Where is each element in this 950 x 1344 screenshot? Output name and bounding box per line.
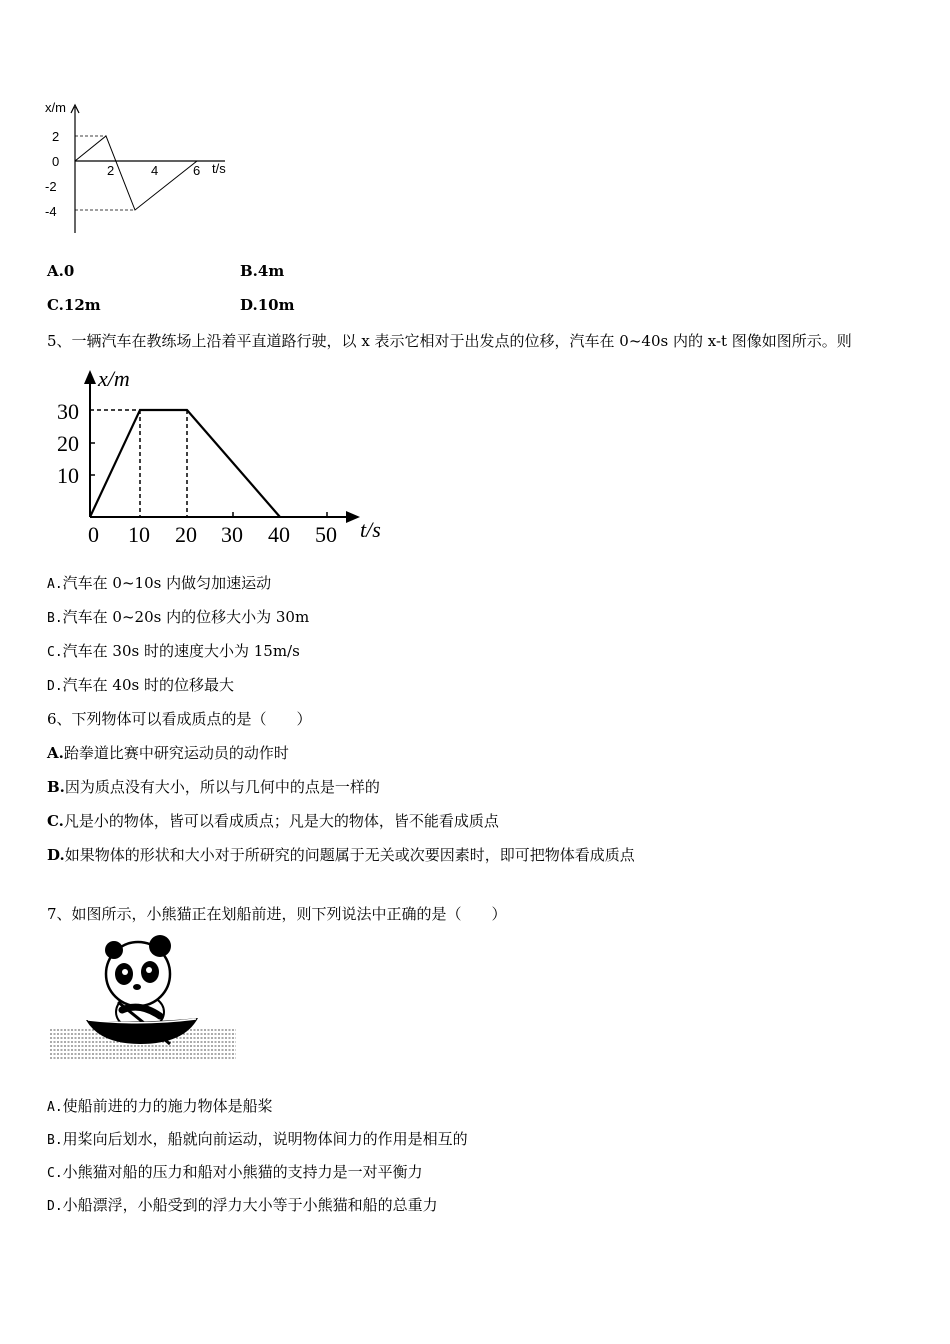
panda-eye-right	[146, 967, 152, 973]
graph1-x-tick-4: 4	[151, 163, 159, 178]
panda-nose	[133, 984, 141, 990]
q4-option-c: C.12m	[47, 296, 101, 314]
q7-option-b: B.用桨向后划水，船就向前运动，说明物体间力的作用是相互的	[47, 1130, 468, 1148]
graph2-x-tick-40: 40	[268, 522, 290, 547]
graph1-y-label: x/m	[45, 100, 66, 115]
q6-option-c: C.凡是小的物体，皆可以看成质点；凡是大的物体，皆不能看成质点	[47, 812, 499, 830]
graph2-y-tick-30: 30	[57, 399, 79, 424]
q4-option-d: D.10m	[240, 296, 295, 314]
graph2-y-tick-10: 10	[57, 463, 79, 488]
graph2-x-tick-50: 50	[315, 522, 337, 547]
graph1-x-label: t/s	[212, 161, 226, 176]
graph2-y-label: x/m	[98, 366, 130, 391]
q7-option-c: C.小熊猫对船的压力和船对小熊猫的支持力是一对平衡力	[47, 1163, 423, 1181]
graph1-line	[75, 136, 197, 210]
q7-option-d: D.小船漂浮，小船受到的浮力大小等于小熊猫和船的总重力	[47, 1196, 438, 1214]
panda-ear-left	[105, 941, 123, 959]
graph2-x-tick-10: 10	[128, 522, 150, 547]
panda-eye-left	[122, 969, 128, 975]
graph2-y-tick-20: 20	[57, 431, 79, 456]
q6-option-d: D.如果物体的形状和大小对于所研究的问题属于无关或次要因素时，即可把物体看成质点	[47, 846, 635, 864]
graph1-x-tick-6: 6	[193, 163, 201, 178]
x-t-graph-q5	[50, 362, 395, 552]
q5-stem: 5、一辆汽车在教练场上沿着平直道路行驶，以 x 表示它相对于出发点的位移，汽车在 0~40s 内的 x-t 图像如图所示。则	[47, 332, 852, 350]
q6-option-b: B.因为质点没有大小，所以与几何中的点是一样的	[47, 778, 380, 796]
graph1-y-tick-2: 2	[52, 129, 60, 144]
q5-option-d: D.汽车在 40s 时的位移最大	[47, 676, 234, 694]
q6-option-a: A.跆拳道比赛中研究运动员的动作时	[47, 744, 289, 762]
q4-option-a: A.0	[47, 262, 75, 280]
q4-option-b: B.4m	[240, 262, 285, 280]
panda-rowing-boat-illustration	[48, 932, 238, 1064]
q6-stem: 6、下列物体可以看成质点的是（ ）	[47, 710, 312, 728]
graph2-x-tick-20: 20	[175, 522, 197, 547]
graph2-x-tick-0: 0	[88, 522, 99, 547]
graph2-x-tick-30: 30	[221, 522, 243, 547]
q5-option-c: C.汽车在 30s 时的速度大小为 15m/s	[47, 642, 300, 660]
graph2-x-arrow	[346, 511, 360, 523]
q7-stem: 7、如图所示，小熊猫正在划船前进，则下列说法中正确的是（ ）	[47, 905, 507, 923]
graph2-y-arrow	[84, 370, 96, 384]
panda-ear-right	[149, 935, 171, 957]
x-t-graph-q4	[40, 95, 240, 240]
graph2-line	[90, 410, 280, 517]
graph1-y-tick-0: 0	[52, 154, 60, 169]
graph2-x-label: t/s	[360, 517, 381, 542]
q5-option-a: A.汽车在 0~10s 内做匀加速运动	[47, 574, 272, 592]
graph1-y-tick-neg2: -2	[45, 179, 57, 194]
q7-option-a: A.使船前进的力的施力物体是船桨	[47, 1097, 273, 1115]
graph1-x-tick-2: 2	[107, 163, 115, 178]
graph1-y-tick-neg4: -4	[45, 204, 57, 219]
q5-option-b: B.汽车在 0~20s 内的位移大小为 30m	[47, 608, 310, 626]
